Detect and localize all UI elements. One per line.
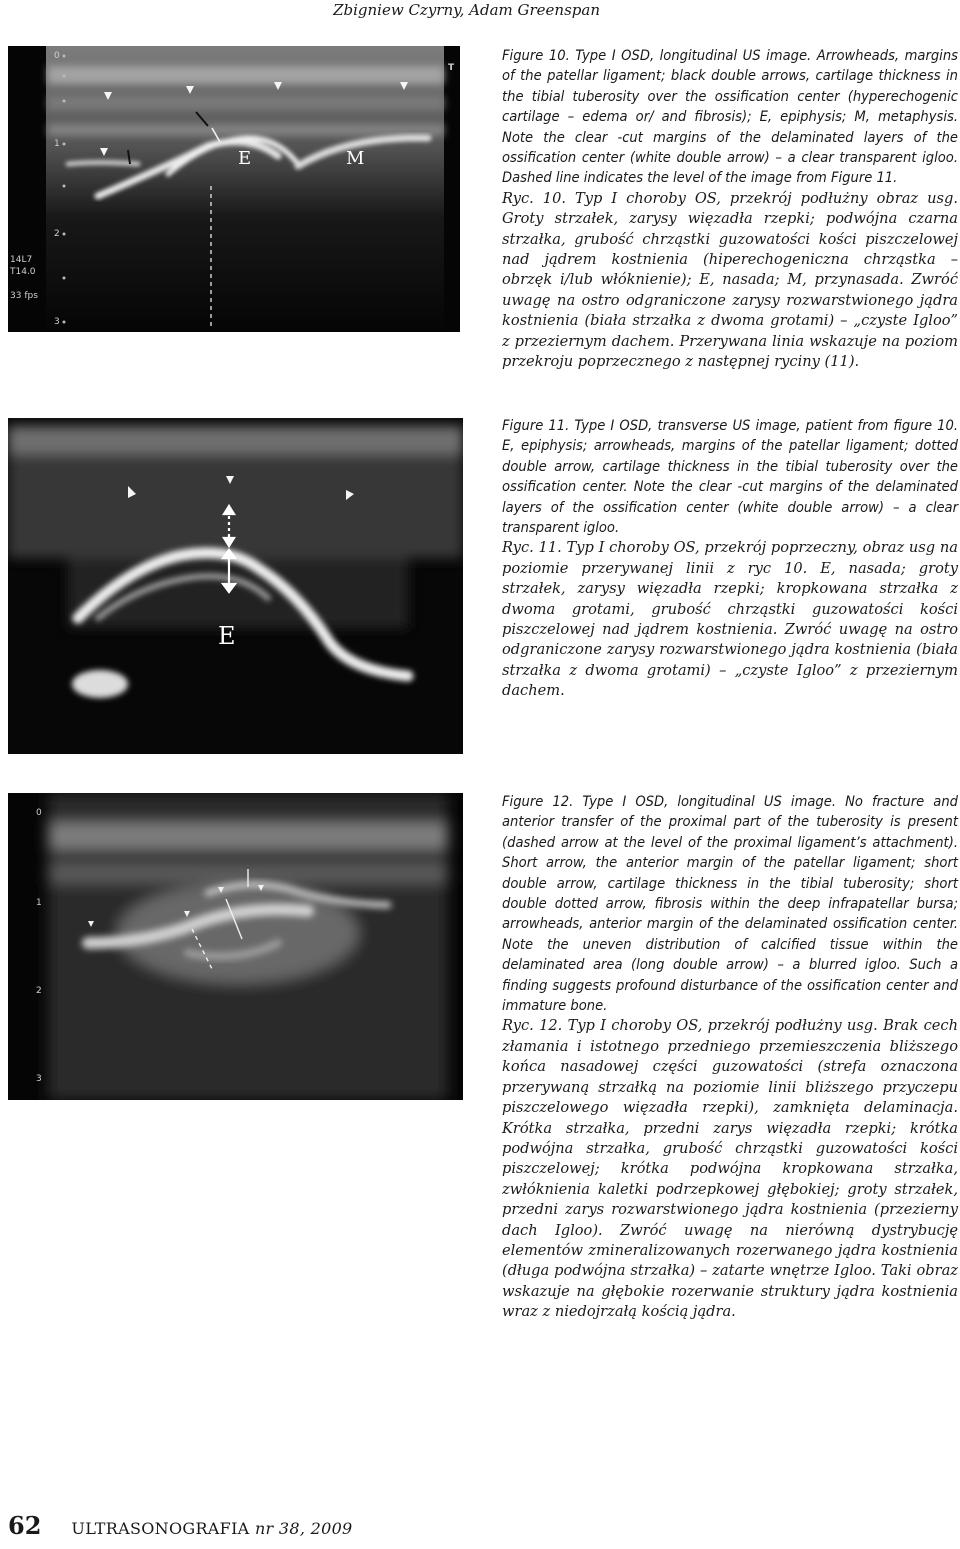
figure-11-caption-en: Figure 11. Type I OSD, transverse US image, patient from figure 10. E, epiphysis; arrowheads, margins of the patellar ligament; dotted double arrow, cartilage thickness in the tibial tuberosity over the ossification center. Note the clear -cut margins of the delaminated layers of the ossification center (white double arrow) – a clear transparent igloo. (502, 417, 958, 537)
depth-2: 2 (36, 986, 42, 996)
figure-10-caption-pl: Ryc. 10. Typ I choroby OS, przekrój podłużny obraz usg. Groty strzałek, zarysy więzadła rzepki; podwójna czarna strzałka, grubość chrząstki guzowatości kości piszczelowej nad jądrem kostnienia (hiperechogeniczna chrząstka – obrzęk i/lub włóknienie); E, nasada; M, przynasada. Zwróć uwagę na ostro odgraniczone zarysy rozwarstwionego jądra kostnienia (biała strzałka z dwoma grotami) – „czyste Igloo” z przeziernym dachem. Przerywana linia wskazuje na poziom przekroju poprzecznego z następnej ryciny (11). (502, 189, 958, 371)
journal-name (71, 1519, 352, 1538)
figure-12-caption (502, 792, 958, 1323)
figure-11-ultrasound-image (8, 418, 463, 754)
figure-10-ultrasound-image (8, 46, 460, 332)
page-footer (8, 1511, 353, 1541)
depth-3: 3 (54, 317, 60, 327)
label-metaphysis: M (346, 148, 365, 169)
running-header: Zbigniew Czyrny, Adam Greenspan (333, 1, 600, 19)
journal-issue: nr 38, 2009 (254, 1519, 353, 1538)
figure-12-ultrasound-image (8, 793, 463, 1100)
page-number: 62 (8, 1511, 42, 1540)
label-epiphysis: E (238, 148, 252, 169)
figure-12-caption-pl: Ryc. 12. Typ I choroby OS, przekrój podłużny usg. Brak cech złamania i istotnego przedniego przemieszczenia bliższego końca nasadowej części guzowatości (strefa oznaczona przerywaną strzałką na poziomie linii bliższego przyczepu piszczelowego więzadła rzepki), zamknięta delaminacja. Krótka strzałka, przedni zarys więzadła rzepki; krótka podwójna strzałka, grubość chrząstki guzowatości kości piszczelowej; krótka podwójna kropkowana strzałka, zwłóknienia kaletki podrzepkowej głębokiej; groty strzałek, przedni zarys rozwarstwionego jądra kostnienia (przezierny dach Igloo). Zwróć uwagę na nierówną dystrybucję elementów zmineralizowanych rozerwanego jądra kostnienia (długa podwójna strzałka) – zatarte wnętrze Igloo. Taki obraz wskazuje na głębokie rozerwanie struktury jądra kostnienia wraz z niedojrzałą kością jądra. (502, 1017, 958, 1321)
corner-marker: T (448, 63, 455, 73)
depth-1: 1 (54, 139, 60, 149)
tissue-label: T14.0 (10, 267, 36, 277)
journal-title: ULTRASONOGRAFIA (71, 1519, 250, 1538)
figure-11-caption (502, 416, 958, 702)
figure-10-caption-en: Figure 10. Type I OSD, longitudinal US image. Arrowheads, margins of the patellar ligament; black double arrows, cartilage thickness in the tibial tuberosity over the ossification center (hyperechogenic cartilage – edema or/ and fibrosis); E, epiphysis; M, metaphysis. Note the clear -cut margins of the delaminated layers of the ossification center (white double arrow) – a clear transparent igloo. Dashed line indicates the level of the image from Figure 11. (502, 47, 958, 187)
probe-label: 14L7 (10, 255, 33, 265)
figure-11-caption-pl: Ryc. 11. Typ I choroby OS, przekrój poprzeczny, obraz usg na poziomie przerywanej linii z ryc 10. E, nasada; groty strzałek, zarysy więzadła rzepki; kropkowana strzałka z dwoma grotami, grubość chrząstki guzowatości kości piszczelowej nad jądrem kostnienia. Zwróć uwagę na ostro odgraniczone zarysy rozwarstwionego jądra kostnienia (biała strzałka z dwoma grotami) – „czyste Igloo” z przeziernym dachem. (502, 539, 958, 700)
depth-3: 3 (36, 1074, 42, 1084)
figure-10-caption (502, 46, 958, 373)
fps-label: 33 fps (10, 291, 38, 301)
label-epiphysis: E (218, 622, 236, 650)
depth-0: 0 (36, 808, 42, 818)
depth-1: 1 (36, 898, 42, 908)
depth-2: 2 (54, 229, 60, 239)
depth-0: 0 (54, 51, 60, 61)
figure-12-caption-en: Figure 12. Type I OSD, longitudinal US image. No fracture and anterior transfer of the proximal part of the tuberosity is present (dashed arrow at the level of the proximal ligament’s attachment). Short arrow, the anterior margin of the patellar ligament; short double arrow, cartilage thickness in the tibial tuberosity; short double dotted arrow, fibrosis within the deep infrapatellar bursa; arrowheads, anterior margin of the delaminated ossification center. Note the uneven distribution of calcified tissue within the delaminated area (long double arrow) – a blurred igloo. Such a finding suggests profound disturbance of the ossification center and immature bone. (502, 793, 958, 1015)
